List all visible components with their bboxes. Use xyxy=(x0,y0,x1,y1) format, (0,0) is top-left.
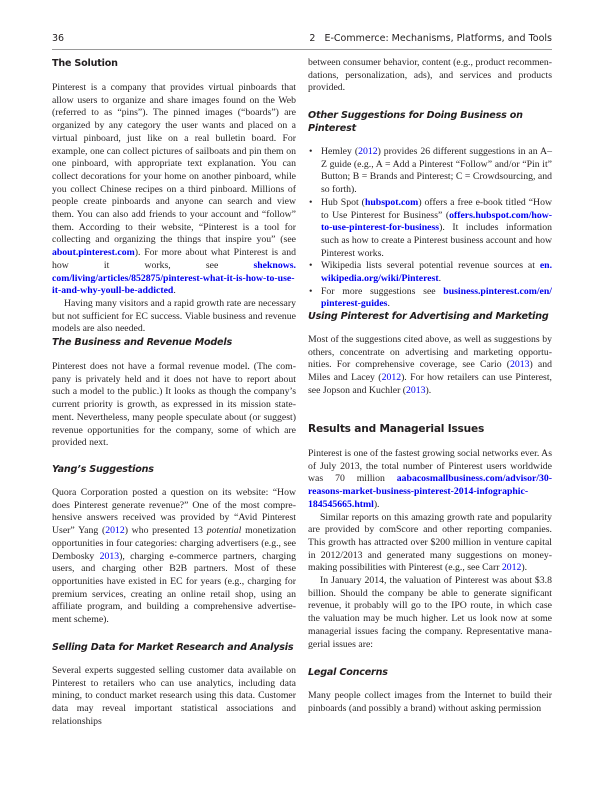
paragraph xyxy=(308,690,552,715)
running-title: 2 E-Commerce: Mechanisms, Platforms, and Tools xyxy=(309,33,552,44)
text-run: ) who presented 13 xyxy=(124,525,207,537)
citation-link[interactable]: 2013 xyxy=(99,550,120,562)
text-run: . xyxy=(387,298,390,310)
section-heading: Other Suggestions for Doing Business on Pinterest xyxy=(308,110,523,134)
section-business-models xyxy=(52,336,296,450)
text-run: Similar reports on this amazing growth rate and popularity are provided by comScore and other reporting companies. This growth has attracted over $200 million in venture capital in 2012/2013 and generated many suggestions on money-​making possibilities with Pinterest (e.g., see Carr xyxy=(308,511,552,574)
text-run: ). xyxy=(373,498,380,510)
section-yangs-suggestions xyxy=(52,463,296,627)
text-run: ). For how retailers can use Pinterest, see Jopson and Kuchler ( xyxy=(308,372,552,396)
text-run: Quora Corporation posted a question on its website: “How does Pinterest generate revenue?” One of the most comprehensive answers received was provided by “Avid Pinterest User” Yang ( xyxy=(52,487,296,537)
text-run: between consumer behavior, content (e.g., product recommendations, personalization, ads), and services and products provided. xyxy=(308,57,552,94)
paragraph xyxy=(308,448,552,512)
section-selling-data xyxy=(52,641,296,729)
url-link[interactable]: business.pinterest.com/en/​pinterest-guides xyxy=(321,285,552,310)
section-heading: The Solution xyxy=(52,58,118,69)
text-run: ). xyxy=(521,562,528,574)
list-item xyxy=(308,286,552,311)
url-link[interactable]: aabacosmallbusiness.com/advisor/​30-reasons-market-business-pinterest-2014-infographic-​184545665.html xyxy=(308,473,552,510)
text-run: Wikipedia lists several potential revenue sources at xyxy=(321,260,540,272)
section-heading: Selling Data for Market Research and Analysis xyxy=(52,642,294,653)
text-run: Pinterest does not have a formal revenue model. (The company is privately held and it does not have to report about such a model to the public.) It looks as though the company’s current priority is growth, as expressed in its mission statement. Nevertheless, many people speculate about (or suggest) revenue opportunities for the company, some of which are provided next. xyxy=(52,361,296,449)
list-item xyxy=(308,146,552,197)
section-continued xyxy=(308,57,552,95)
paragraph xyxy=(52,487,296,627)
text-run: . xyxy=(438,273,442,285)
text-run: monetization opportunities in four categories: charging advertisers (e.g., see Dembosky xyxy=(52,525,297,562)
citation-link[interactable]: 2012 xyxy=(358,146,378,157)
text-run: . xyxy=(173,285,176,297)
text-run: ), charging e-commerce partners, charging users, and charging other B2B partners. Most of these opportunities have existed in EC for years (e.g., charging for premium services, creating an online retail shop, using an affiliate program, and building a comprehensive advertisement scheme). xyxy=(52,550,296,626)
text-run: Many people collect images from the Internet to build their pinboards (and possibly a brand) without asking permission xyxy=(308,690,552,714)
header-rule xyxy=(52,49,552,50)
text-run: In January 2014, the valuation of Pinterest was about $3.8 billion. Should the company be able to generate significant revenue, it probably will go to the IPO route, in which case the valuation may be much higher. Let us look now at some managerial issues facing the company. Representative managerial issues are: xyxy=(308,575,552,650)
text-run: Pinterest is one of the fastest growing social networks ever. As of July 2013, the total number of Pinterest users worldwide was 70 million xyxy=(308,448,552,485)
section-legal-concerns xyxy=(308,666,552,715)
text-run: Several experts suggested selling customer data available on Pinterest to retailers who can use analytics, including data mining, to conduct market research using this data. Customer data may reveal important statistical associations and relationships xyxy=(52,665,296,727)
url-link[interactable]: hubspot.com xyxy=(364,196,419,208)
text-run: For more suggestions see xyxy=(321,285,444,297)
text-run: ). For more about what Pinterest is and how it works, see xyxy=(52,247,296,271)
paragraph xyxy=(52,82,296,298)
text-run: ) provides 26 different suggestions in an A–Z guide (e.g., A = Add a Pinterest “Follow” and/or “Pin it” Button; B = Brands and Pinterest; C = Crowdsourcing, and so forth). xyxy=(321,146,552,196)
text-run: ). xyxy=(425,384,432,396)
section-the-solution xyxy=(52,57,296,336)
citation-link[interactable]: 2013 xyxy=(510,359,530,371)
text-run: ) offers a free e-book titled “How to Use Pinterest for Business” ( xyxy=(321,196,553,221)
emphasis-text: potential xyxy=(206,525,242,537)
paragraph xyxy=(52,665,296,729)
section-heading: The Business and Revenue Models xyxy=(52,337,232,348)
text-run: Most of the suggestions cited above, as well as suggestions by others, concentrate on advertising and marketing opportunities. For comprehensive coverage, see Cario ( xyxy=(308,334,552,371)
text-run: ). It includes information such as how to create a Pinterest business account and how Pinterest works. xyxy=(321,222,552,259)
citation-link[interactable]: 2013 xyxy=(406,384,426,396)
url-link[interactable]: sheknows.​com/living/articles/852875/pinterest-what-it-is-how-​to-use-it-and-why-youll-be-addicted xyxy=(52,259,296,297)
citation-link[interactable]: 2012 xyxy=(501,562,522,574)
text-run: Hub Spot ( xyxy=(321,196,365,208)
paragraph xyxy=(52,361,296,450)
text-run: Hemley ( xyxy=(321,146,359,157)
list-item xyxy=(308,197,552,261)
section-heading: Using Pinterest for Advertising and Marketing xyxy=(308,311,549,322)
url-link[interactable]: offers.hubspot.com/how-​to-use-pinterest-for-business xyxy=(321,209,552,234)
suggestion-list xyxy=(308,146,552,311)
section-results xyxy=(308,423,552,651)
list-item xyxy=(308,260,552,285)
text-run: ) and Miles and Lacey ( xyxy=(308,359,552,384)
paragraph xyxy=(308,512,552,576)
citation-link[interactable]: 2012 xyxy=(105,525,125,537)
text-run: Pinterest is a company that provides virtual pinboards that allow users to organize and share images found on the Web (referred to as “pins”). The pinned images (“boards”) are organized by any category the user wants and placed on a virtual pinboard, just like on a real bulletin board. For example, one can collect pictures of sailboats and pin them on one pinboard, with appropriate text explanation. You can collect decorations for your home on another pinboard, while you collect Chinese recipes on a third pinboard. Millions of people create pinboards and anyone can search and view them. You can also add friends to your account and “follow” them. According to their website, “Pinterest is a tool for collecting and organizing the things that inspire you” (see xyxy=(52,82,296,246)
text-run: Having many visitors and a rapid growth rate are necessary but not sufficient for EC success. Viable business and revenue models are also needed. xyxy=(52,297,296,335)
url-link[interactable]: en.​wikipedia.org/wiki/Pinterest xyxy=(321,260,552,285)
paragraph xyxy=(52,298,296,336)
section-heading: Legal Concerns xyxy=(308,667,388,678)
page-number: 36 xyxy=(52,33,65,44)
section-heading: Yang’s Suggestions xyxy=(52,464,154,475)
paragraph xyxy=(308,575,552,651)
citation-link[interactable]: 2012 xyxy=(381,372,402,384)
paragraph xyxy=(308,57,552,95)
section-other-suggestions xyxy=(308,109,552,311)
paragraph xyxy=(308,334,552,398)
section-heading: Results and Managerial Issues xyxy=(308,423,485,435)
section-advertising-marketing xyxy=(308,310,552,398)
url-link[interactable]: about.pinterest.com xyxy=(52,247,135,259)
